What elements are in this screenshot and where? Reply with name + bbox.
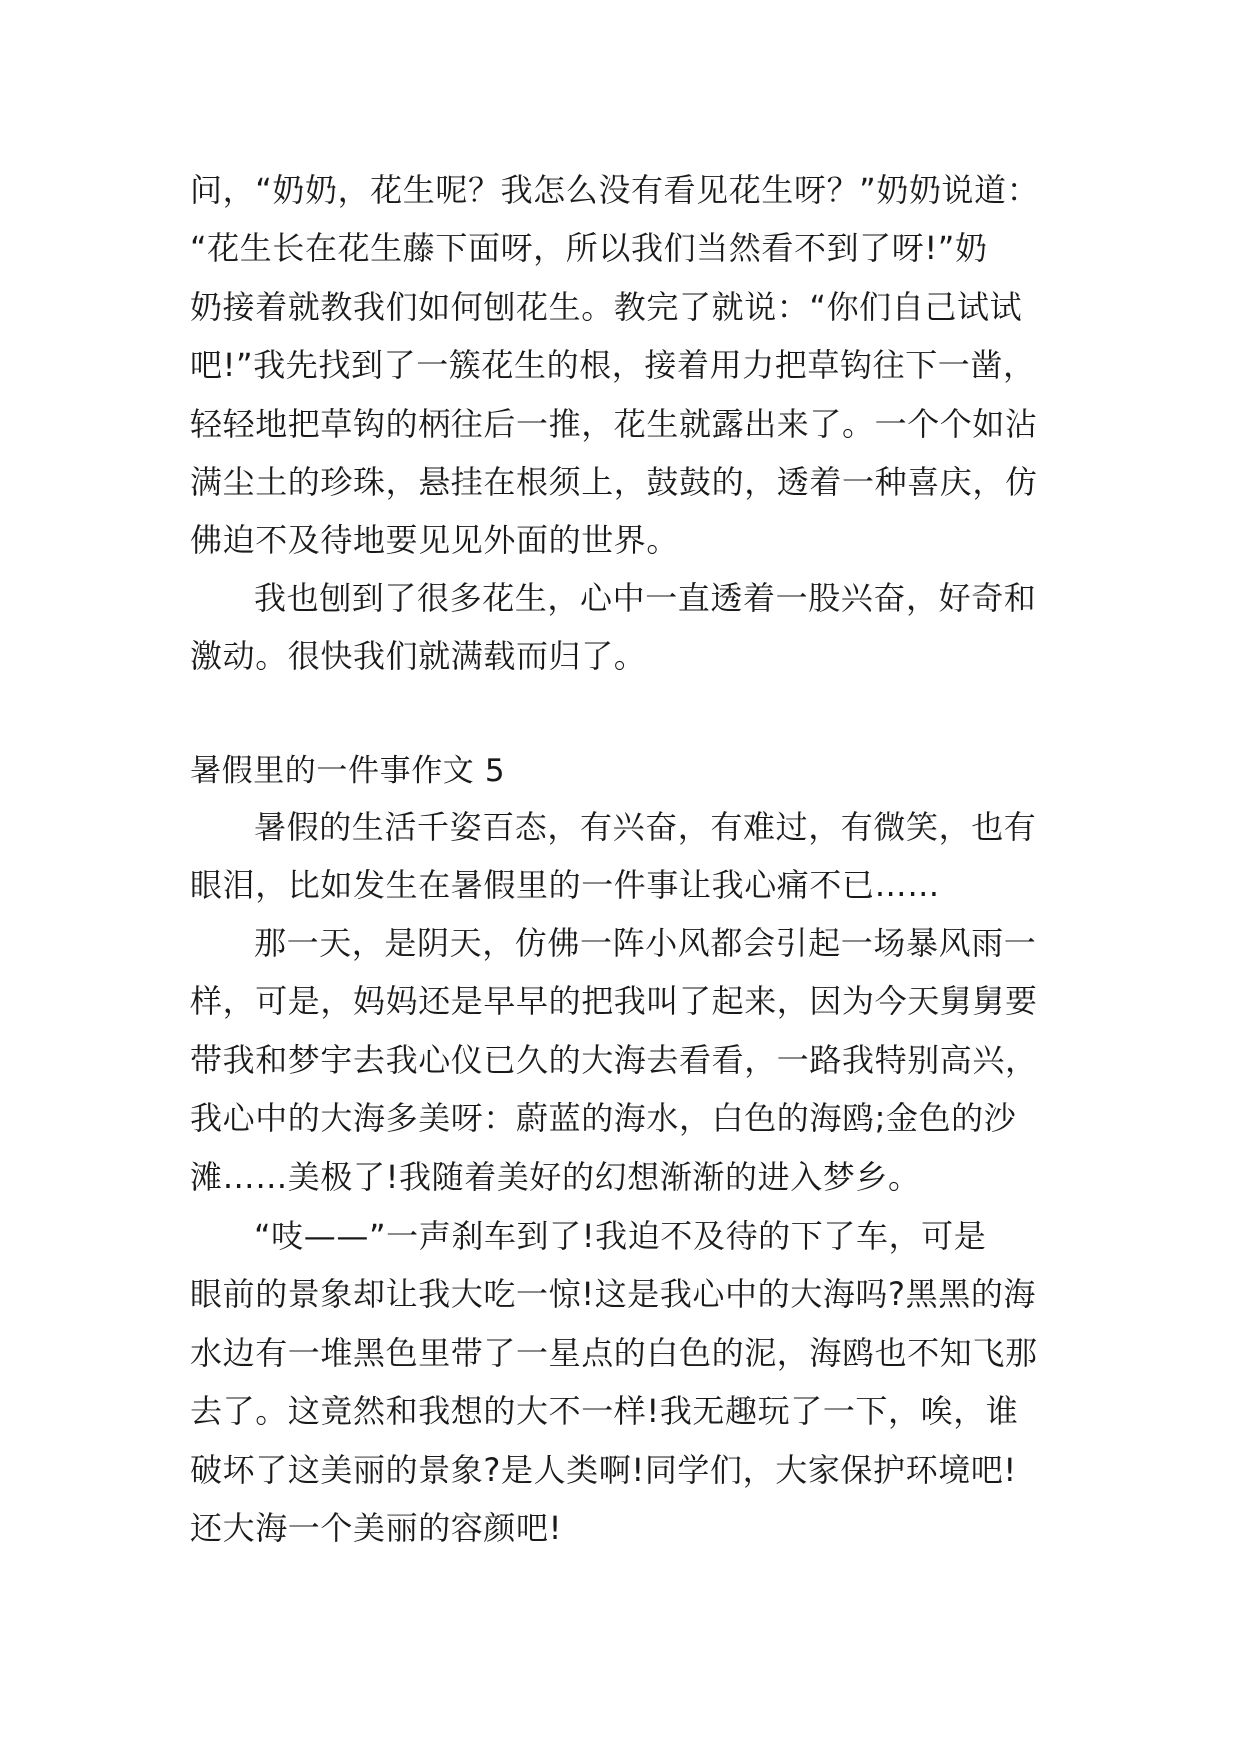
paragraph-line: 奶接着就教我们如何刨花生。教完了就说：“你们自己试试	[190, 288, 1023, 326]
paragraph-line: “花生长在花生藤下面呀，所以我们当然看不到了呀!”奶	[190, 229, 988, 267]
paragraph-line: 满尘土的珍珠，悬挂在根须上，鼓鼓的，透着一种喜庆，仿	[190, 463, 1038, 501]
paragraph-line: 轻轻地把草钩的柄往后一推，花生就露出来了。一个个如沾	[190, 405, 1038, 443]
paragraph-line: 破坏了这美丽的景象?是人类啊!同学们，大家保护环境吧!	[190, 1451, 1017, 1489]
paragraph-line: 眼前的景象却让我大吃一惊!这是我心中的大海吗?黑黑的海	[190, 1275, 1037, 1313]
paragraph-line: 暑假的生活千姿百态，有兴奋，有难过，有微笑，也有	[254, 808, 1037, 846]
paragraph-line: 水边有一堆黑色里带了一星点的白色的泥，海鸥也不知飞那	[190, 1334, 1038, 1372]
paragraph-line: 我也刨到了很多花生，心中一直透着一股兴奋，好奇和	[254, 579, 1037, 617]
paragraph-line: 带我和梦宇去我心仪已久的大海去看看，一路我特别高兴，	[190, 1041, 1038, 1079]
paragraph-line: 激动。很快我们就满载而归了。	[190, 637, 647, 675]
paragraph-line: 那一天，是阴天，仿佛一阵小风都会引起一场暴风雨一	[254, 924, 1037, 962]
paragraph-line: 吧!”我先找到了一簇花生的根，接着用力把草钩往下一凿，	[190, 346, 1036, 384]
paragraph-line: 眼泪，比如发生在暑假里的一件事让我心痛不已……	[190, 866, 940, 904]
paragraph-line: 佛迫不及待地要见见外面的世界。	[190, 521, 680, 559]
paragraph-line: 问，“奶奶，花生呢？我怎么没有看见花生呀？”奶奶说道：	[190, 171, 1040, 209]
paragraph-line: 滩……美极了!我随着美好的幻想渐渐的进入梦乡。	[190, 1158, 921, 1196]
paragraph-line: 我心中的大海多美呀：蔚蓝的海水，白色的海鸥;金色的沙	[190, 1099, 1017, 1137]
paragraph-line: 还大海一个美丽的容颜吧!	[190, 1509, 563, 1547]
paragraph-line: 样，可是，妈妈还是早早的把我叫了起来，因为今天舅舅要	[190, 982, 1038, 1020]
paragraph-line: 去了。这竟然和我想的大不一样!我无趣玩了一下，唉，谁	[190, 1392, 1019, 1430]
paragraph-line: “吱——”一声刹车到了!我迫不及待的下了车，可是	[254, 1217, 987, 1255]
essay-title: 暑假里的一件事作文 5	[190, 753, 506, 789]
